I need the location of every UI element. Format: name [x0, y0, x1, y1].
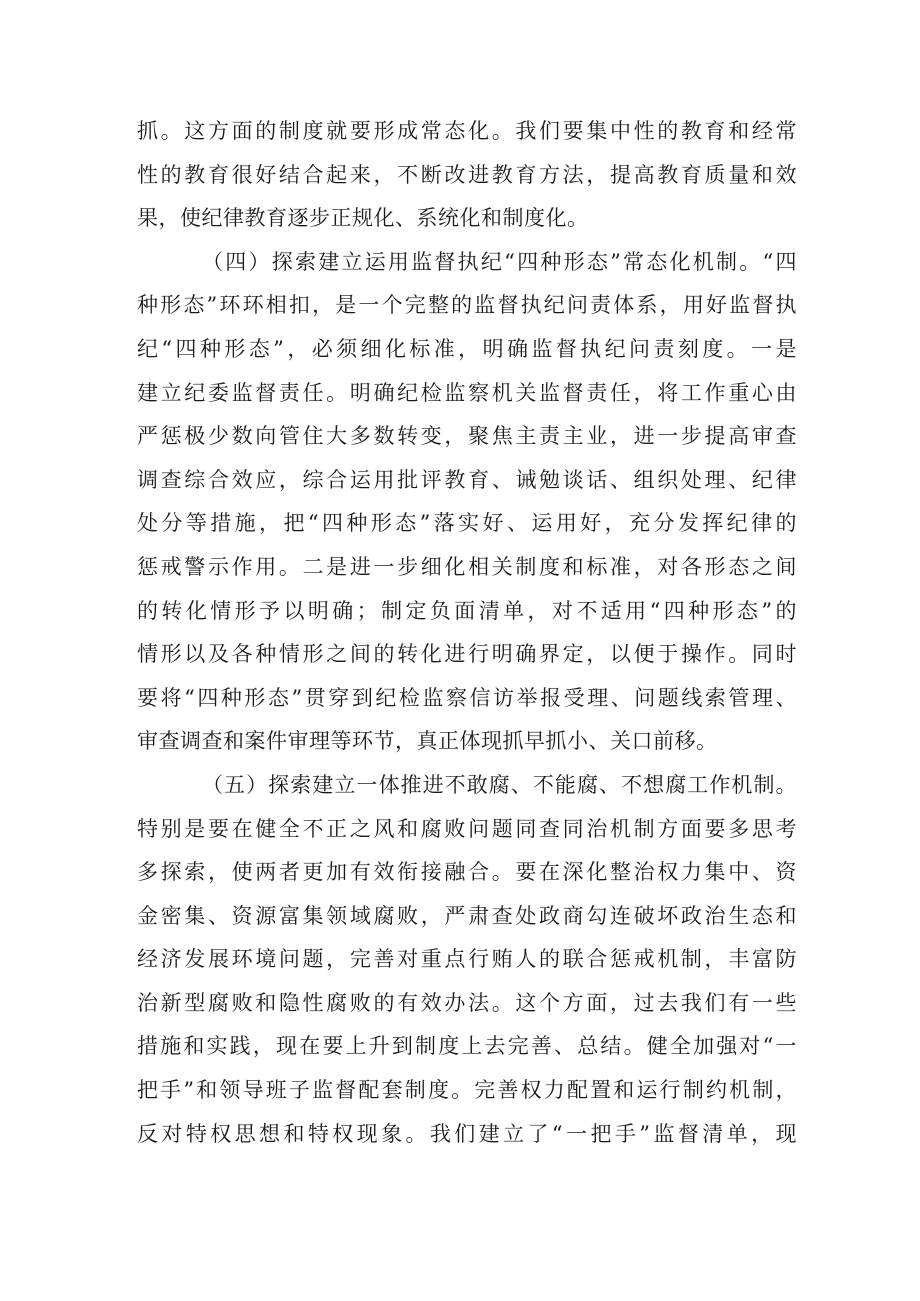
text-line: 审查调查和案件审理等环节，真正体现抓早抓小、关口前移。 — [137, 729, 718, 754]
text-line: 多探索，使两者更加有效衔接融合。要在深化整治权力集中、资 — [137, 860, 797, 885]
text-line: 惩戒警示作用。二是进一步细化相关制度和标准，对各形态之间 — [137, 554, 797, 579]
text-line: 反对特权思想和特权现象。我们建立了“一把手”监督清单，现 — [137, 1121, 797, 1146]
text-line: 种形态”环环相扣，是一个完整的监督执纪问责体系，用好监督执 — [137, 293, 797, 318]
paragraph-1 — [137, 110, 797, 241]
text-line: 的转化情形予以明确；制定负面清单，对不适用“四种形态”的 — [137, 598, 797, 623]
text-line: （五）探索建立一体推进不敢腐、不能腐、不想腐工作机制。 — [202, 772, 797, 797]
text-line: 调查综合效应，综合运用批评教育、诫勉谈话、组织处理、纪律 — [137, 467, 797, 492]
text-line: 要将“四种形态”贯穿到纪检监察信访举报受理、问题线索管理、 — [137, 685, 797, 710]
text-line: 金密集、资源富集领域腐败，严肃查处政商勾连破坏政治生态和 — [137, 903, 797, 928]
text-line: 治新型腐败和隐性腐败的有效办法。这个方面，过去我们有一些 — [137, 990, 797, 1015]
text-line: 严惩极少数向管住大多数转变，聚焦主责主业，进一步提高审查 — [137, 424, 797, 449]
text-line: 果，使纪律教育逐步正规化、系统化和制度化。 — [137, 206, 589, 231]
text-line: 建立纪委监督责任。明确纪检监察机关监督责任，将工作重心由 — [137, 380, 797, 405]
text-line: 措施和实践，现在要上升到制度上去完善、总结。健全加强对“一 — [137, 1034, 797, 1059]
text-line: 把手”和领导班子监督配套制度。完善权力配置和运行制约机制， — [137, 1078, 797, 1103]
text-line: 纪“四种形态”，必须细化标准，明确监督执纪问责刻度。一是 — [137, 336, 797, 361]
text-line: 特别是要在健全不正之风和腐败问题同查同治机制方面要多思考 — [137, 816, 797, 841]
text-line: 性的教育很好结合起来，不断改进教育方法，提高教育质量和效 — [137, 162, 797, 187]
text-line: 处分等措施，把“四种形态”落实好、运用好，充分发挥纪律的 — [137, 511, 797, 536]
paragraph-3 — [137, 764, 797, 1156]
text-line: 经济发展环境问题，完善对重点行贿人的联合惩戒机制，丰富防 — [137, 947, 797, 972]
text-line: 抓。这方面的制度就要形成常态化。我们要集中性的教育和经常 — [137, 119, 797, 143]
paragraph-2 — [137, 241, 797, 764]
text-line: （四）探索建立运用监督执纪“四种形态”常态化机制。“四 — [202, 249, 797, 274]
document-body — [137, 110, 797, 1156]
text-line: 情形以及各种情形之间的转化进行明确界定，以便于操作。同时 — [137, 642, 797, 667]
